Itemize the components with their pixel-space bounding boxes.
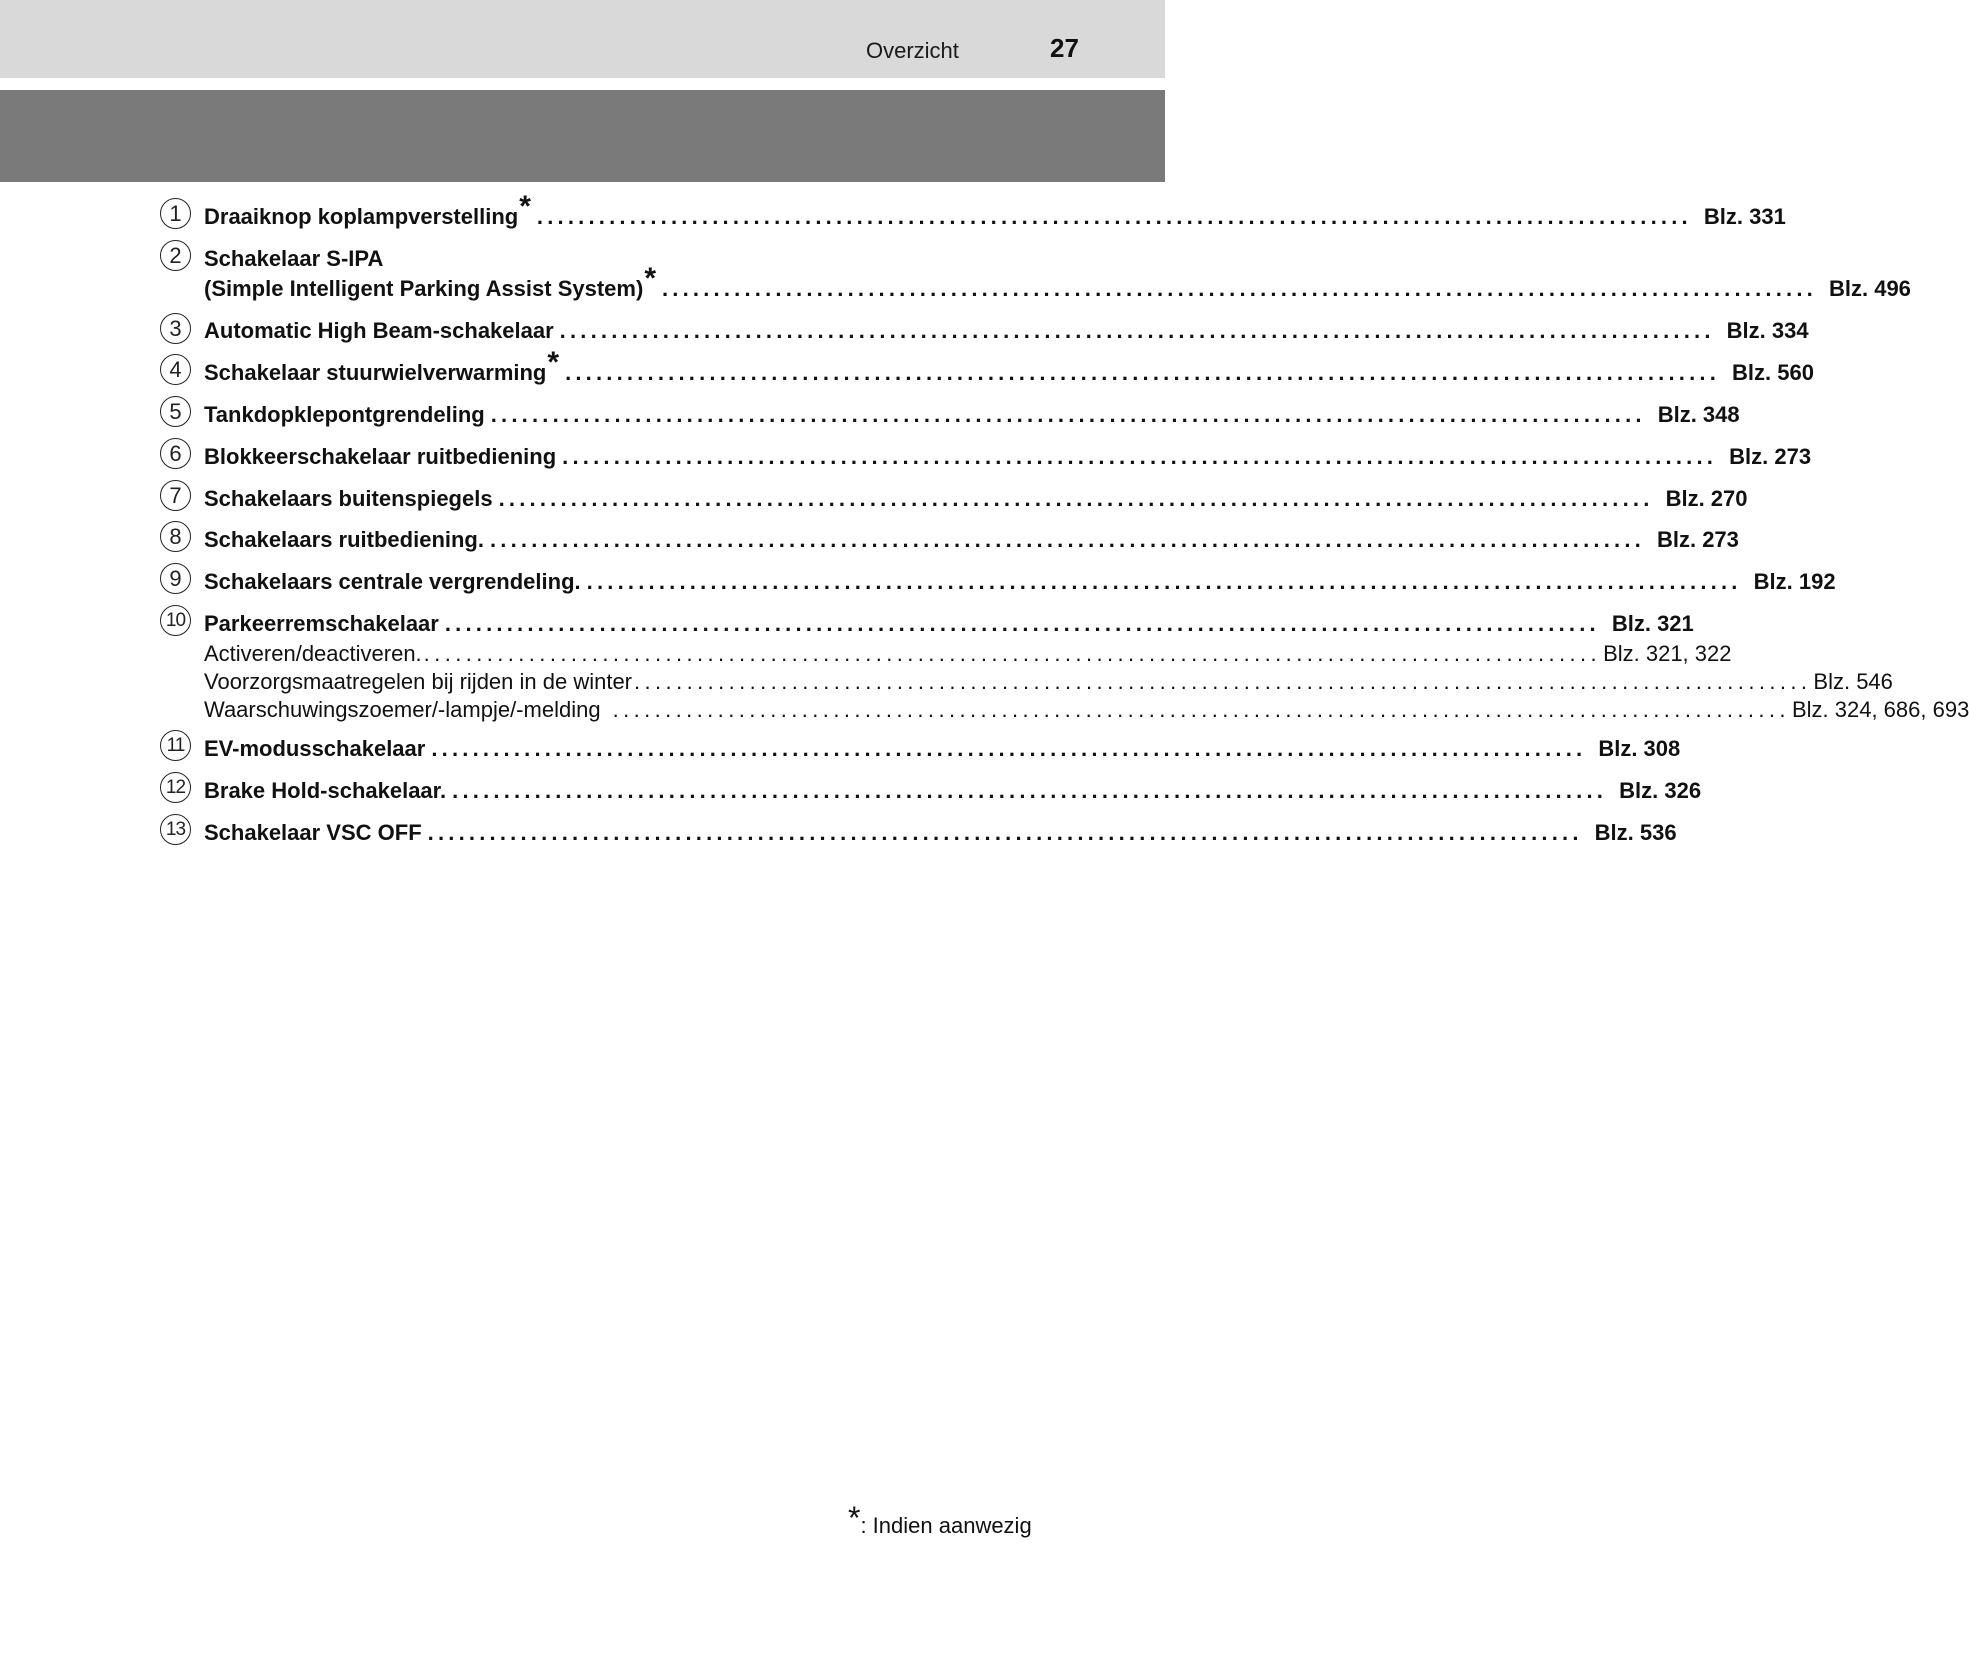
entry-label: Schakelaar VSC OFF: [204, 820, 422, 845]
entry-13: [204, 820, 1677, 848]
sub-entry-label: Waarschuwingszoemer/-lampje/-melding: [204, 697, 601, 722]
entry-10-sub-3: [204, 697, 1969, 725]
entry-9: [204, 569, 1836, 597]
number-circle-10: 10: [160, 605, 191, 636]
sub-entry-page: Blz. 546: [1813, 669, 1893, 694]
entry-12: [204, 778, 1702, 806]
number-circle-9: 9: [160, 563, 191, 594]
entry-7: [204, 486, 1748, 514]
dot-leader: ................................................................................................................: [634, 669, 1812, 694]
number-circle-11: 11: [160, 730, 191, 761]
footnote: [848, 1500, 1032, 1539]
number-circle-5: 5: [160, 396, 191, 427]
entry-page: Blz. 321: [1611, 611, 1694, 636]
dot-leader: ................................................................................................................: [431, 736, 1587, 761]
entry-label: (Simple Intelligent Parking Assist System): [204, 276, 644, 301]
entry-page: Blz. 536: [1594, 820, 1677, 845]
entry-2-line1: [204, 246, 1000, 274]
entry-label: Schakelaars ruitbediening.: [204, 527, 484, 552]
entry-label: Schakelaar S-IPA: [204, 246, 384, 271]
entry-label: Tankdopklepontgrendeling: [204, 402, 485, 427]
dot-leader: ................................................................................................................: [427, 820, 1583, 845]
entry-10-sub-1: [204, 641, 1732, 669]
dot-leader: ................................................................................................................: [489, 527, 1645, 552]
number-circle-7: 7: [160, 480, 191, 511]
asterisk-icon: *: [848, 1500, 861, 1536]
number-circle-13: 13: [160, 814, 191, 845]
entry-3: [204, 318, 1809, 346]
entry-label: Draaiknop koplampverstelling: [204, 204, 519, 229]
number-circle-1: 1: [160, 198, 191, 229]
dot-leader: ................................................................................................................: [536, 204, 1692, 229]
number-circle-8: 8: [160, 521, 191, 552]
dot-leader: ................................................................................................................: [612, 697, 1790, 722]
entry-11: [204, 736, 1681, 764]
entry-10-sub-2: [204, 669, 1893, 697]
entry-page: Blz. 273: [1729, 444, 1812, 469]
sub-entry-page: Blz. 324, 686, 693: [1791, 697, 1969, 722]
dot-leader: ................................................................................................................: [565, 360, 1721, 385]
entry-page: Blz. 192: [1753, 569, 1836, 594]
number-circle-4: 4: [160, 354, 191, 385]
number-circle-2: 2: [160, 240, 191, 271]
footnote-text: : Indien aanwezig: [860, 1513, 1032, 1538]
dot-leader: ................................................................................................................: [662, 276, 1817, 301]
entry-page: Blz. 331: [1703, 204, 1786, 229]
entry-label: Schakelaars centrale vergrendeling.: [204, 569, 581, 594]
entry-label: Blokkeerschakelaar ruitbediening: [204, 444, 557, 469]
page-number: 27: [1050, 33, 1079, 63]
section-title: Overzicht: [866, 38, 959, 63]
dot-leader: ................................................................................................................: [423, 641, 1602, 666]
sub-entry-label: Activeren/deactiveren.: [204, 641, 422, 666]
entry-label: Brake Hold-schakelaar.: [204, 778, 447, 803]
entry-label: EV-modusschakelaar: [204, 736, 426, 761]
number-circle-6: 6: [160, 438, 191, 469]
dot-leader: ................................................................................................................: [498, 486, 1654, 511]
entry-8: [204, 527, 1739, 555]
entry-page: Blz. 334: [1726, 318, 1809, 343]
number-circle-3: 3: [160, 313, 191, 344]
dot-leader: ................................................................................................................: [559, 318, 1715, 343]
entry-4: Schakelaar stuurwielverwarming * ................................................................................................................ Blz. 560: [204, 346, 1814, 385]
dot-leader: ................................................................................................................: [444, 611, 1600, 636]
entry-1: Draaiknop koplampverstelling * ................................................................................................................ Blz. 331: [204, 190, 1786, 229]
gray-band: [0, 90, 1165, 182]
entry-label: Automatic High Beam-schakelaar: [204, 318, 554, 343]
entry-page: Blz. 496: [1828, 276, 1911, 301]
entry-5: [204, 402, 1740, 430]
entry-page: Blz. 348: [1657, 402, 1740, 427]
entry-page: Blz. 326: [1619, 778, 1702, 803]
entry-10: [204, 611, 1694, 639]
dot-leader: ................................................................................................................: [586, 569, 1742, 594]
header-band: [0, 0, 1165, 78]
entry-label: Parkeerremschakelaar: [204, 611, 439, 636]
entry-page: Blz. 560: [1732, 360, 1814, 385]
dot-leader: ................................................................................................................: [562, 444, 1718, 469]
sub-entry-label: Voorzorgsmaatregelen bij rijden in de winter: [204, 669, 633, 694]
entry-6: [204, 444, 1812, 472]
entry-page: Blz. 273: [1656, 527, 1739, 552]
entry-2: (Simple Intelligent Parking Assist System) * ................................................................................................................ Blz. 496: [204, 262, 1911, 301]
dot-leader: ................................................................................................................: [452, 778, 1608, 803]
sub-entry-page: Blz. 321, 322: [1603, 641, 1732, 666]
entry-label: Schakelaars buitenspiegels: [204, 486, 493, 511]
dot-leader: ................................................................................................................: [490, 402, 1646, 427]
entry-label: Schakelaar stuurwielverwarming: [204, 360, 547, 385]
entry-page: Blz. 308: [1598, 736, 1681, 761]
number-circle-12: 12: [160, 772, 191, 803]
entry-page: Blz. 270: [1665, 486, 1748, 511]
